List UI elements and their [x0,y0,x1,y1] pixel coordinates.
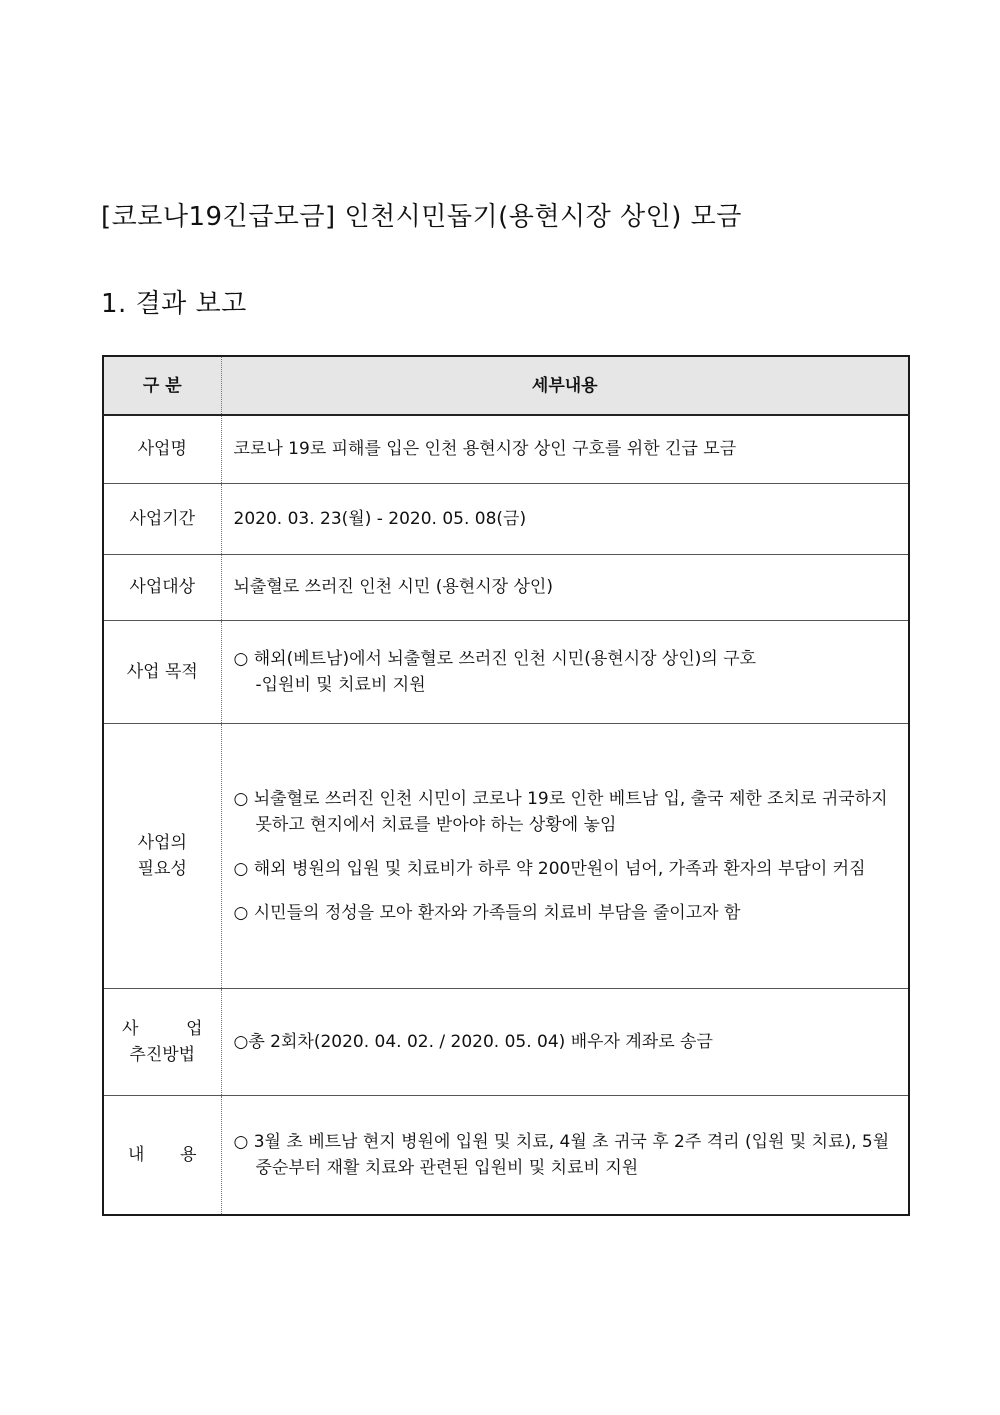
row-content-project-period [221,483,909,554]
row-label-project-method [103,988,221,1095]
header-category: 구 분 [103,356,221,415]
row-project-purpose [103,620,909,723]
project-target-text: 뇌출혈로 쓰러진 인천 시민 (용현시장 상인) [233,577,553,597]
row-content-project-necessity [221,723,909,988]
method-label-part-2: 업 [186,1018,203,1039]
necessity-item-2: ○ 해외 병원의 입원 및 치료비가 하루 약 200만원이 넘어, 가족과 환자의 부담이 커짐 [233,858,866,879]
content-label-part-2: 용 [180,1144,197,1165]
row-project-period [103,483,909,554]
project-period-text: 2020. 03. 23(월) - 2020. 05. 08(금) [233,508,527,529]
row-project-target [103,554,909,620]
row-label-project-purpose: 사업 목적 [103,620,221,723]
method-label-line-2: 추진방법 [129,1044,196,1065]
row-content-project-method [221,988,909,1095]
result-report-table [102,355,910,1216]
content-label-line [108,1142,217,1168]
content-label-part-1: 내 [128,1144,145,1165]
table-header-row [103,356,909,415]
row-project-method [103,988,909,1095]
row-content-project-purpose [221,620,909,723]
method-label-line-1 [108,1016,217,1042]
section-heading: 1. 결과 보고 [101,289,247,319]
project-name-text: 코로나 19로 피해를 입은 인천 용현시장 상인 구호를 위한 긴급 모금 [233,439,737,460]
row-label-project-target: 사업대상 [103,554,221,620]
content-text: ○ 3월 초 베트남 현지 병원에 입원 및 치료, 4월 초 귀국 후 2주 격리 (입원 및 치료), 5월 중순부터 재활 치료와 관련된 입원비 및 치료비 지원 [233,1131,890,1178]
necessity-label-line-1: 사업의 [137,832,187,853]
row-label-project-content [103,1095,221,1215]
row-project-content [103,1095,909,1215]
necessity-item-3: ○ 시민들의 정성을 모아 환자와 가족들의 치료비 부담을 줄이고자 함 [233,902,741,923]
row-project-necessity [103,723,909,988]
purpose-subtext: -입원비 및 치료비 지원 [255,674,426,695]
document-title: [코로나19긴급모금] 인천시민돕기(용현시장 상인) 모금 [101,202,742,232]
row-content-project-content [221,1095,909,1215]
row-project-name [103,415,909,483]
header-details: 세부내용 [221,356,909,415]
row-label-project-period: 사업기간 [103,483,221,554]
row-label-project-necessity [103,723,221,988]
row-content-project-target [221,554,909,620]
necessity-item-1: ○ 뇌출혈로 쓰러진 인천 시민이 코로나 19로 인한 베트남 입, 출국 제한 조치로 귀국하지 못하고 현지에서 치료를 받아야 하는 상황에 놓임 [233,788,888,835]
necessity-label-line-2: 필요성 [137,858,187,879]
purpose-text: ○ 해외(베트남)에서 뇌출혈로 쓰러진 인천 시민(용현시장 상인)의 구호 [233,648,757,669]
row-content-project-name [221,415,909,483]
method-text: ○총 2회차(2020. 04. 02. / 2020. 05. 04) 배우자 계좌로 송금 [233,1031,713,1052]
method-label-part-1: 사 [122,1018,139,1039]
row-label-project-name: 사업명 [103,415,221,483]
